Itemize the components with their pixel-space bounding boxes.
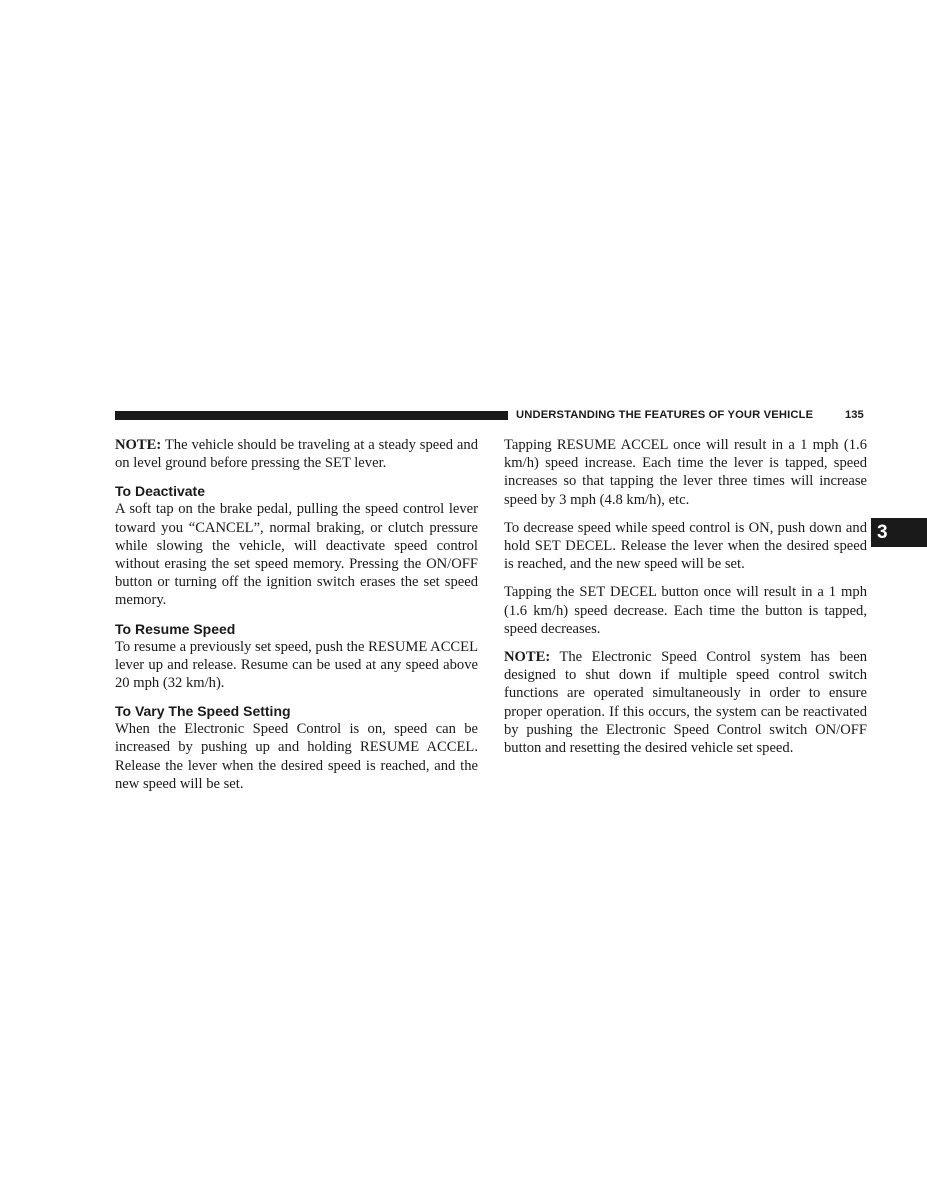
- set-decel-tap-paragraph: Tapping the SET DECEL button once will result in a 1 mph (1.6 km/h) speed decrease. Each time the button is tapped, speed decreases.: [504, 584, 867, 637]
- note-text: The vehicle should be traveling at a steady speed and on level ground before pressing the SET lever.: [115, 437, 478, 472]
- decrease-speed-paragraph: To decrease speed while speed control is ON, push down and hold SET DECEL. Release the lever when the desired speed is reached, and the new speed will be set.: [504, 519, 867, 573]
- note-text: The Electronic Speed Control system has been designed to shut down if multiple speed control switch functions are operated simultaneously in order to ensure proper operation. If this occurs, the system can be reactivated by pushing the Electronic Speed Control switch ON/OFF button and resetting the desired vehicle set speed.: [504, 649, 867, 757]
- chapter-tab: 3: [871, 518, 927, 547]
- page-number: 135: [845, 409, 864, 421]
- resume-paragraph: To resume a previously set speed, push the RESUME ACCEL lever up and release. Resume can be used at any speed above 20 mph (32 km/h).: [115, 638, 478, 692]
- running-header-title: UNDERSTANDING THE FEATURES OF YOUR VEHICLE: [516, 409, 814, 421]
- heading-to-vary-speed: To Vary The Speed Setting: [115, 703, 291, 720]
- header-rule: [115, 411, 508, 420]
- note-paragraph-shutdown: [504, 648, 867, 757]
- vary-paragraph: When the Electronic Speed Control is on, speed can be increased by pushing up and holding RESUME ACCEL. Release the lever when the desired speed is reached, and the new speed will be set.: [115, 721, 478, 792]
- note-label: NOTE:: [504, 649, 551, 666]
- heading-to-resume-speed: To Resume Speed: [115, 620, 236, 637]
- heading-to-deactivate: To Deactivate: [115, 483, 205, 500]
- note-label: NOTE:: [115, 437, 162, 453]
- note-paragraph: [115, 436, 478, 472]
- left-column: [115, 436, 478, 803]
- resume-accel-tap-paragraph: Tapping RESUME ACCEL once will result in a 1 mph (1.6 km/h) speed increase. Each time the lever is tapped, speed increases so that tapping the lever three times will increase speed by 3 mph (4.8 km/h), etc.: [504, 437, 867, 508]
- right-column: [504, 436, 867, 767]
- deactivate-paragraph: A soft tap on the brake pedal, pulling the speed control lever toward you “CANCEL”, normal braking, or clutch pressure while slowing the vehicle, will deactivate speed control without erasing the set speed memory. Pressing the ON/OFF button or turning off the ignition switch erases the set speed memory.: [115, 501, 478, 609]
